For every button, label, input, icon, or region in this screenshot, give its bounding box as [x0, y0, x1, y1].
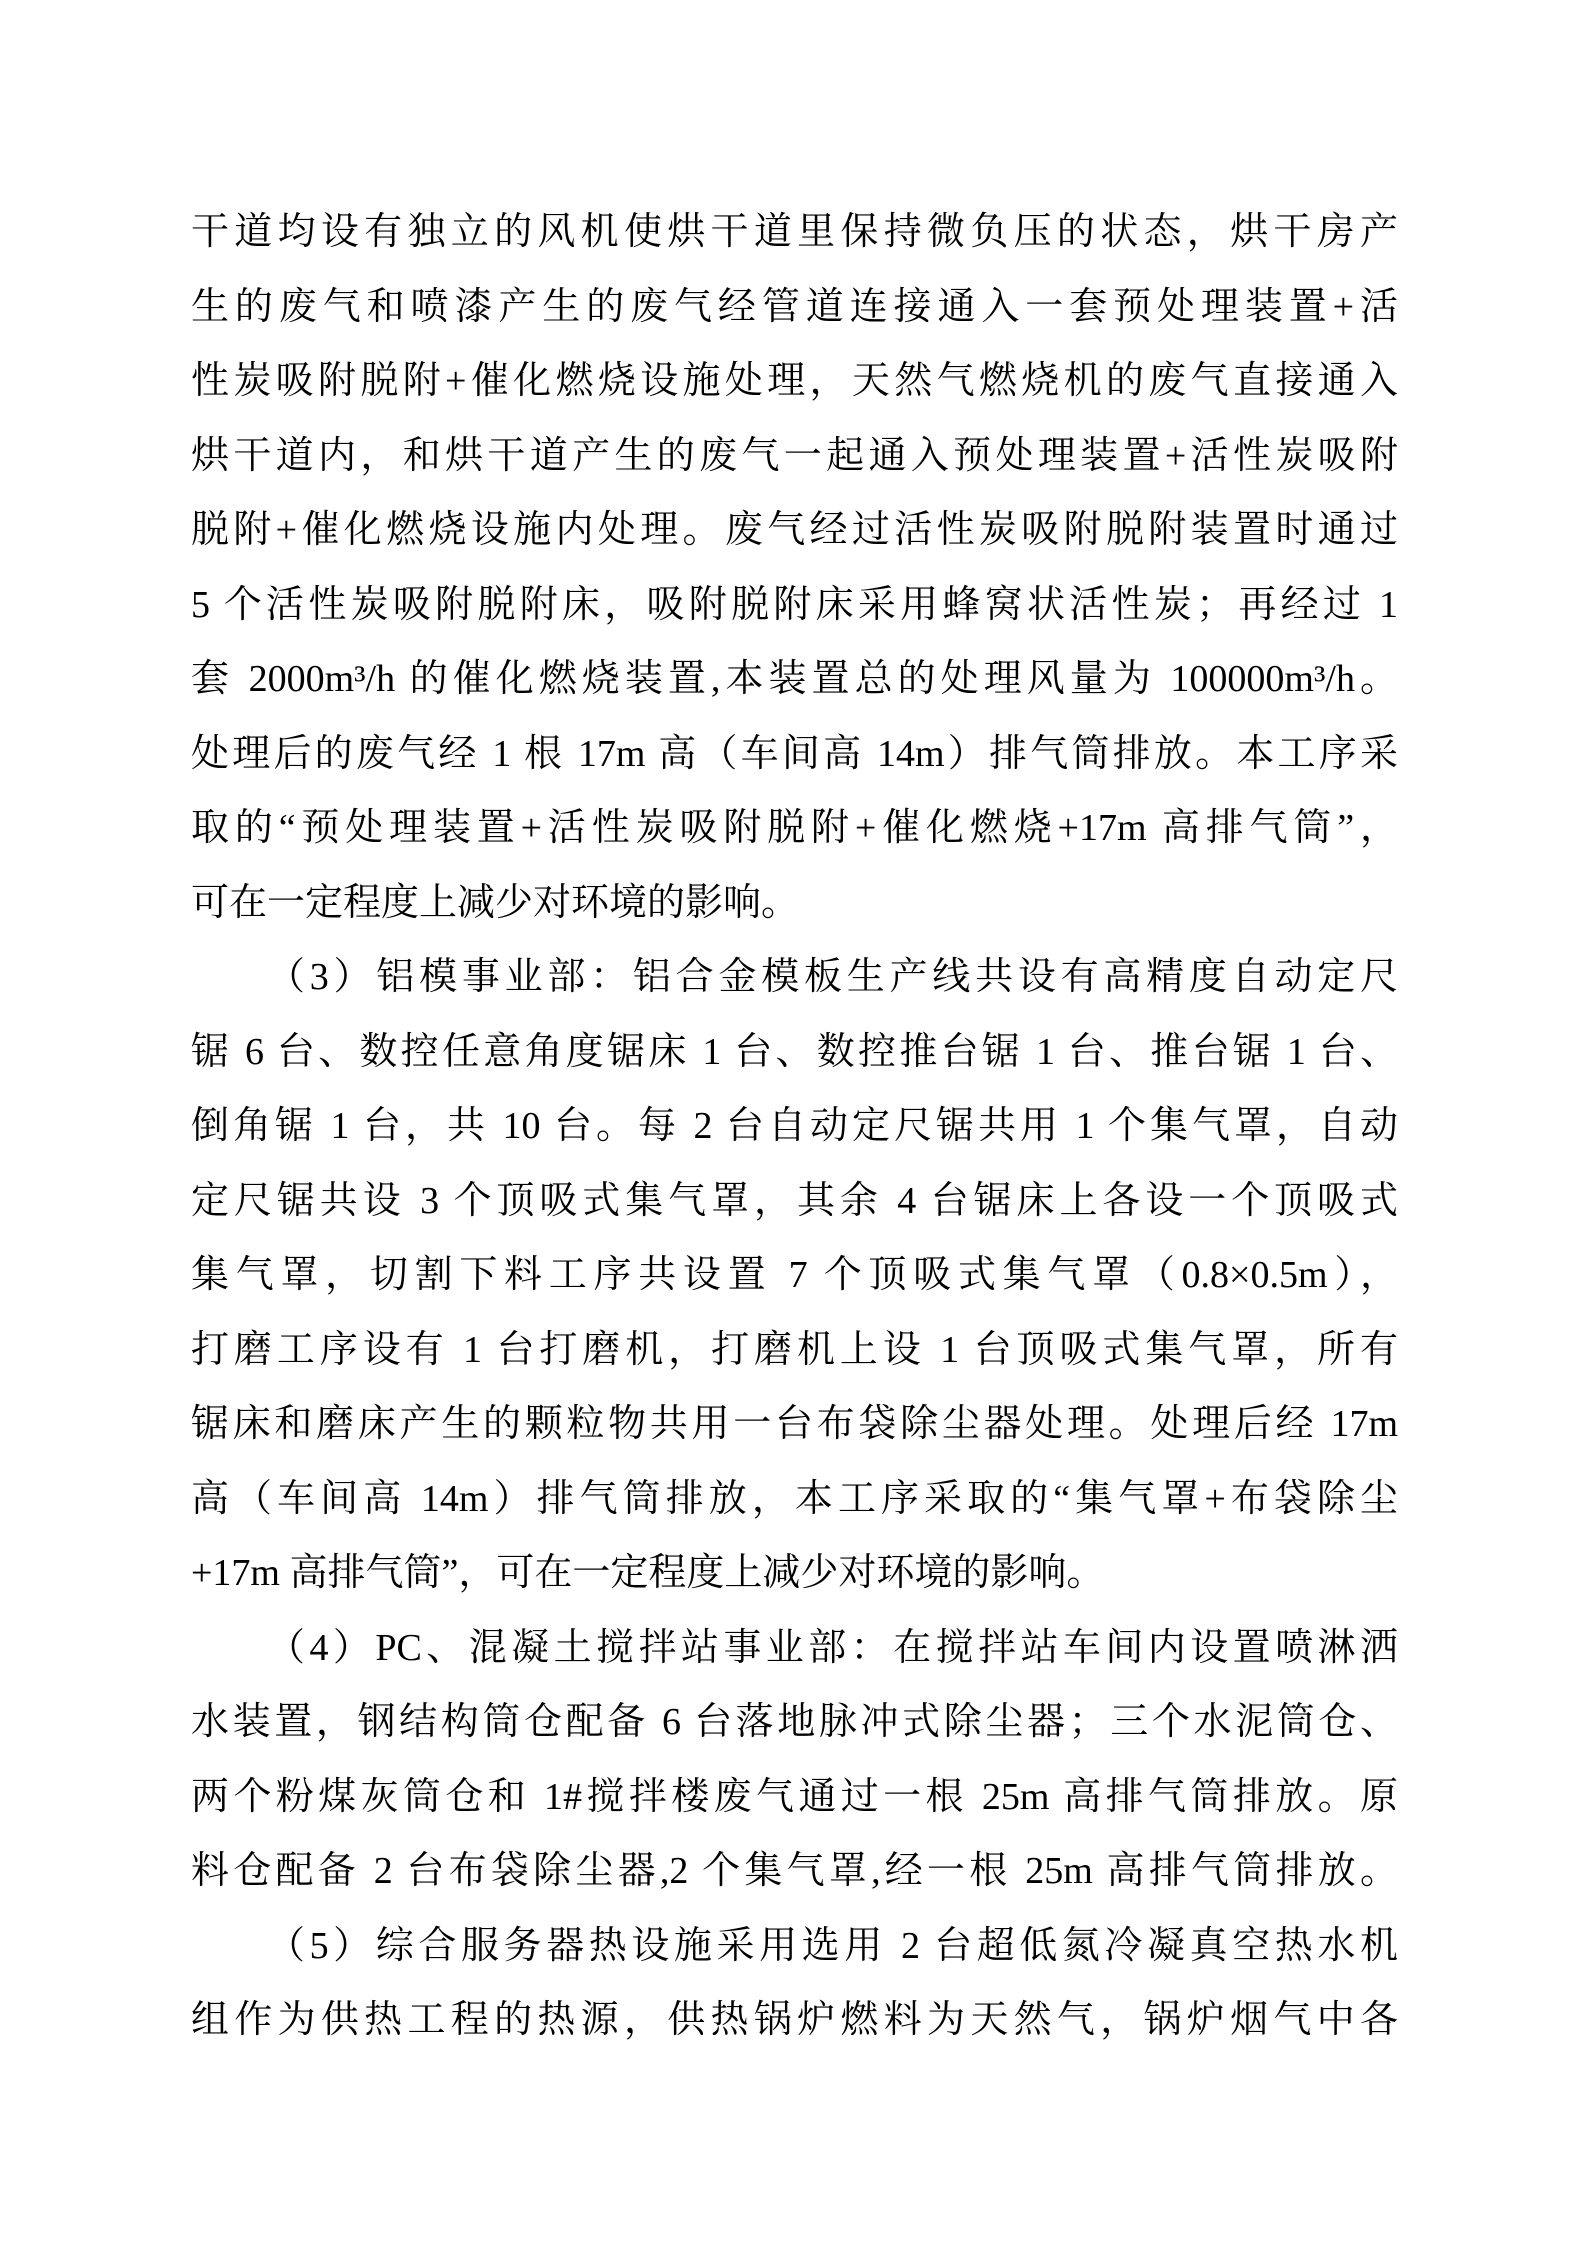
text-line: 料仓配备 2 台布袋除尘器,2 个集气罩,经一根 25m 高排气筒排放。	[191, 1850, 1398, 1892]
text-line: 套 2000m³/h 的催化燃烧装置,本装置总的处理风量为 100000m³/h。	[191, 658, 1398, 700]
text-line: 可在一定程度上减少对环境的影响。	[191, 881, 800, 924]
text-line: 锯床和磨床产生的颗粒物共用一台布袋除尘器处理。处理后经 17m	[191, 1403, 1398, 1445]
text-line: 生的废气和喷漆产生的废气经管道连接通入一套预处理装置+活	[191, 285, 1398, 328]
text-line: 5 个活性炭吸附脱附床，吸附脱附床采用蜂窝状活性炭；再经过 1	[191, 583, 1398, 626]
text-line: 两个粉煤灰筒仓和 1#搅拌楼废气通过一根 25m 高排气筒排放。原	[191, 1775, 1398, 1818]
text-line: 水装置，钢结构筒仓配备 6 台落地脉冲式除尘器；三个水泥筒仓、	[191, 1701, 1398, 1743]
text-line: 组作为供热工程的热源，供热锅炉燃料为天然气，锅炉烟气中各	[191, 1999, 1398, 2041]
text-line: 集气罩，切割下料工序共设置 7 个顶吸式集气罩（0.8×0.5m），	[191, 1254, 1398, 1296]
text-line: （3）铝模事业部：铝合金模板生产线共设有高精度自动定尺	[267, 956, 1398, 998]
text-line: 处理后的废气经 1 根 17m 高（车间高 14m）排气筒排放。本工序采	[191, 732, 1398, 775]
text-line: 取的“预处理装置+活性炭吸附脱附+催化燃烧+17m 高排气筒”，	[191, 807, 1398, 849]
text-line: （4）PC、混凝土搅拌站事业部：在搅拌站车间内设置喷淋洒	[267, 1626, 1398, 1669]
text-line: 定尺锯共设 3 个顶吸式集气罩，其余 4 台锯床上各设一个顶吸式	[191, 1179, 1398, 1222]
text-line: 烘干道内，和烘干道产生的废气一起通入预处理装置+活性炭吸附	[191, 434, 1398, 477]
text-line: 性炭吸附脱附+催化燃烧设施处理，天然气燃烧机的废气直接通入	[191, 360, 1398, 402]
text-line: 锯 6 台、数控任意角度锯床 1 台、数控推台锯 1 台、推台锯 1 台、	[191, 1030, 1398, 1073]
text-line: 打磨工序设有 1 台打磨机，打磨机上设 1 台顶吸式集气罩，所有	[191, 1328, 1398, 1371]
text-line: +17m 高排气筒”，可在一定程度上减少对环境的影响。	[191, 1552, 1105, 1594]
text-line: （5）综合服务器热设施采用选用 2 台超低氮冷凝真空热水机	[267, 1924, 1398, 1967]
text-line: 高（车间高 14m）排气筒排放，本工序采取的“集气罩+布袋除尘	[191, 1477, 1398, 1520]
text-line: 倒角锯 1 台，共 10 台。每 2 台自动定尺锯共用 1 个集气罩，自动	[191, 1105, 1398, 1147]
document-body	[191, 195, 1398, 2058]
text-line: 脱附+催化燃烧设施内处理。废气经过活性炭吸附脱附装置时通过	[191, 509, 1398, 551]
text-line: 干道均设有独立的风机使烘干道里保持微负压的状态，烘干房产	[191, 211, 1398, 253]
